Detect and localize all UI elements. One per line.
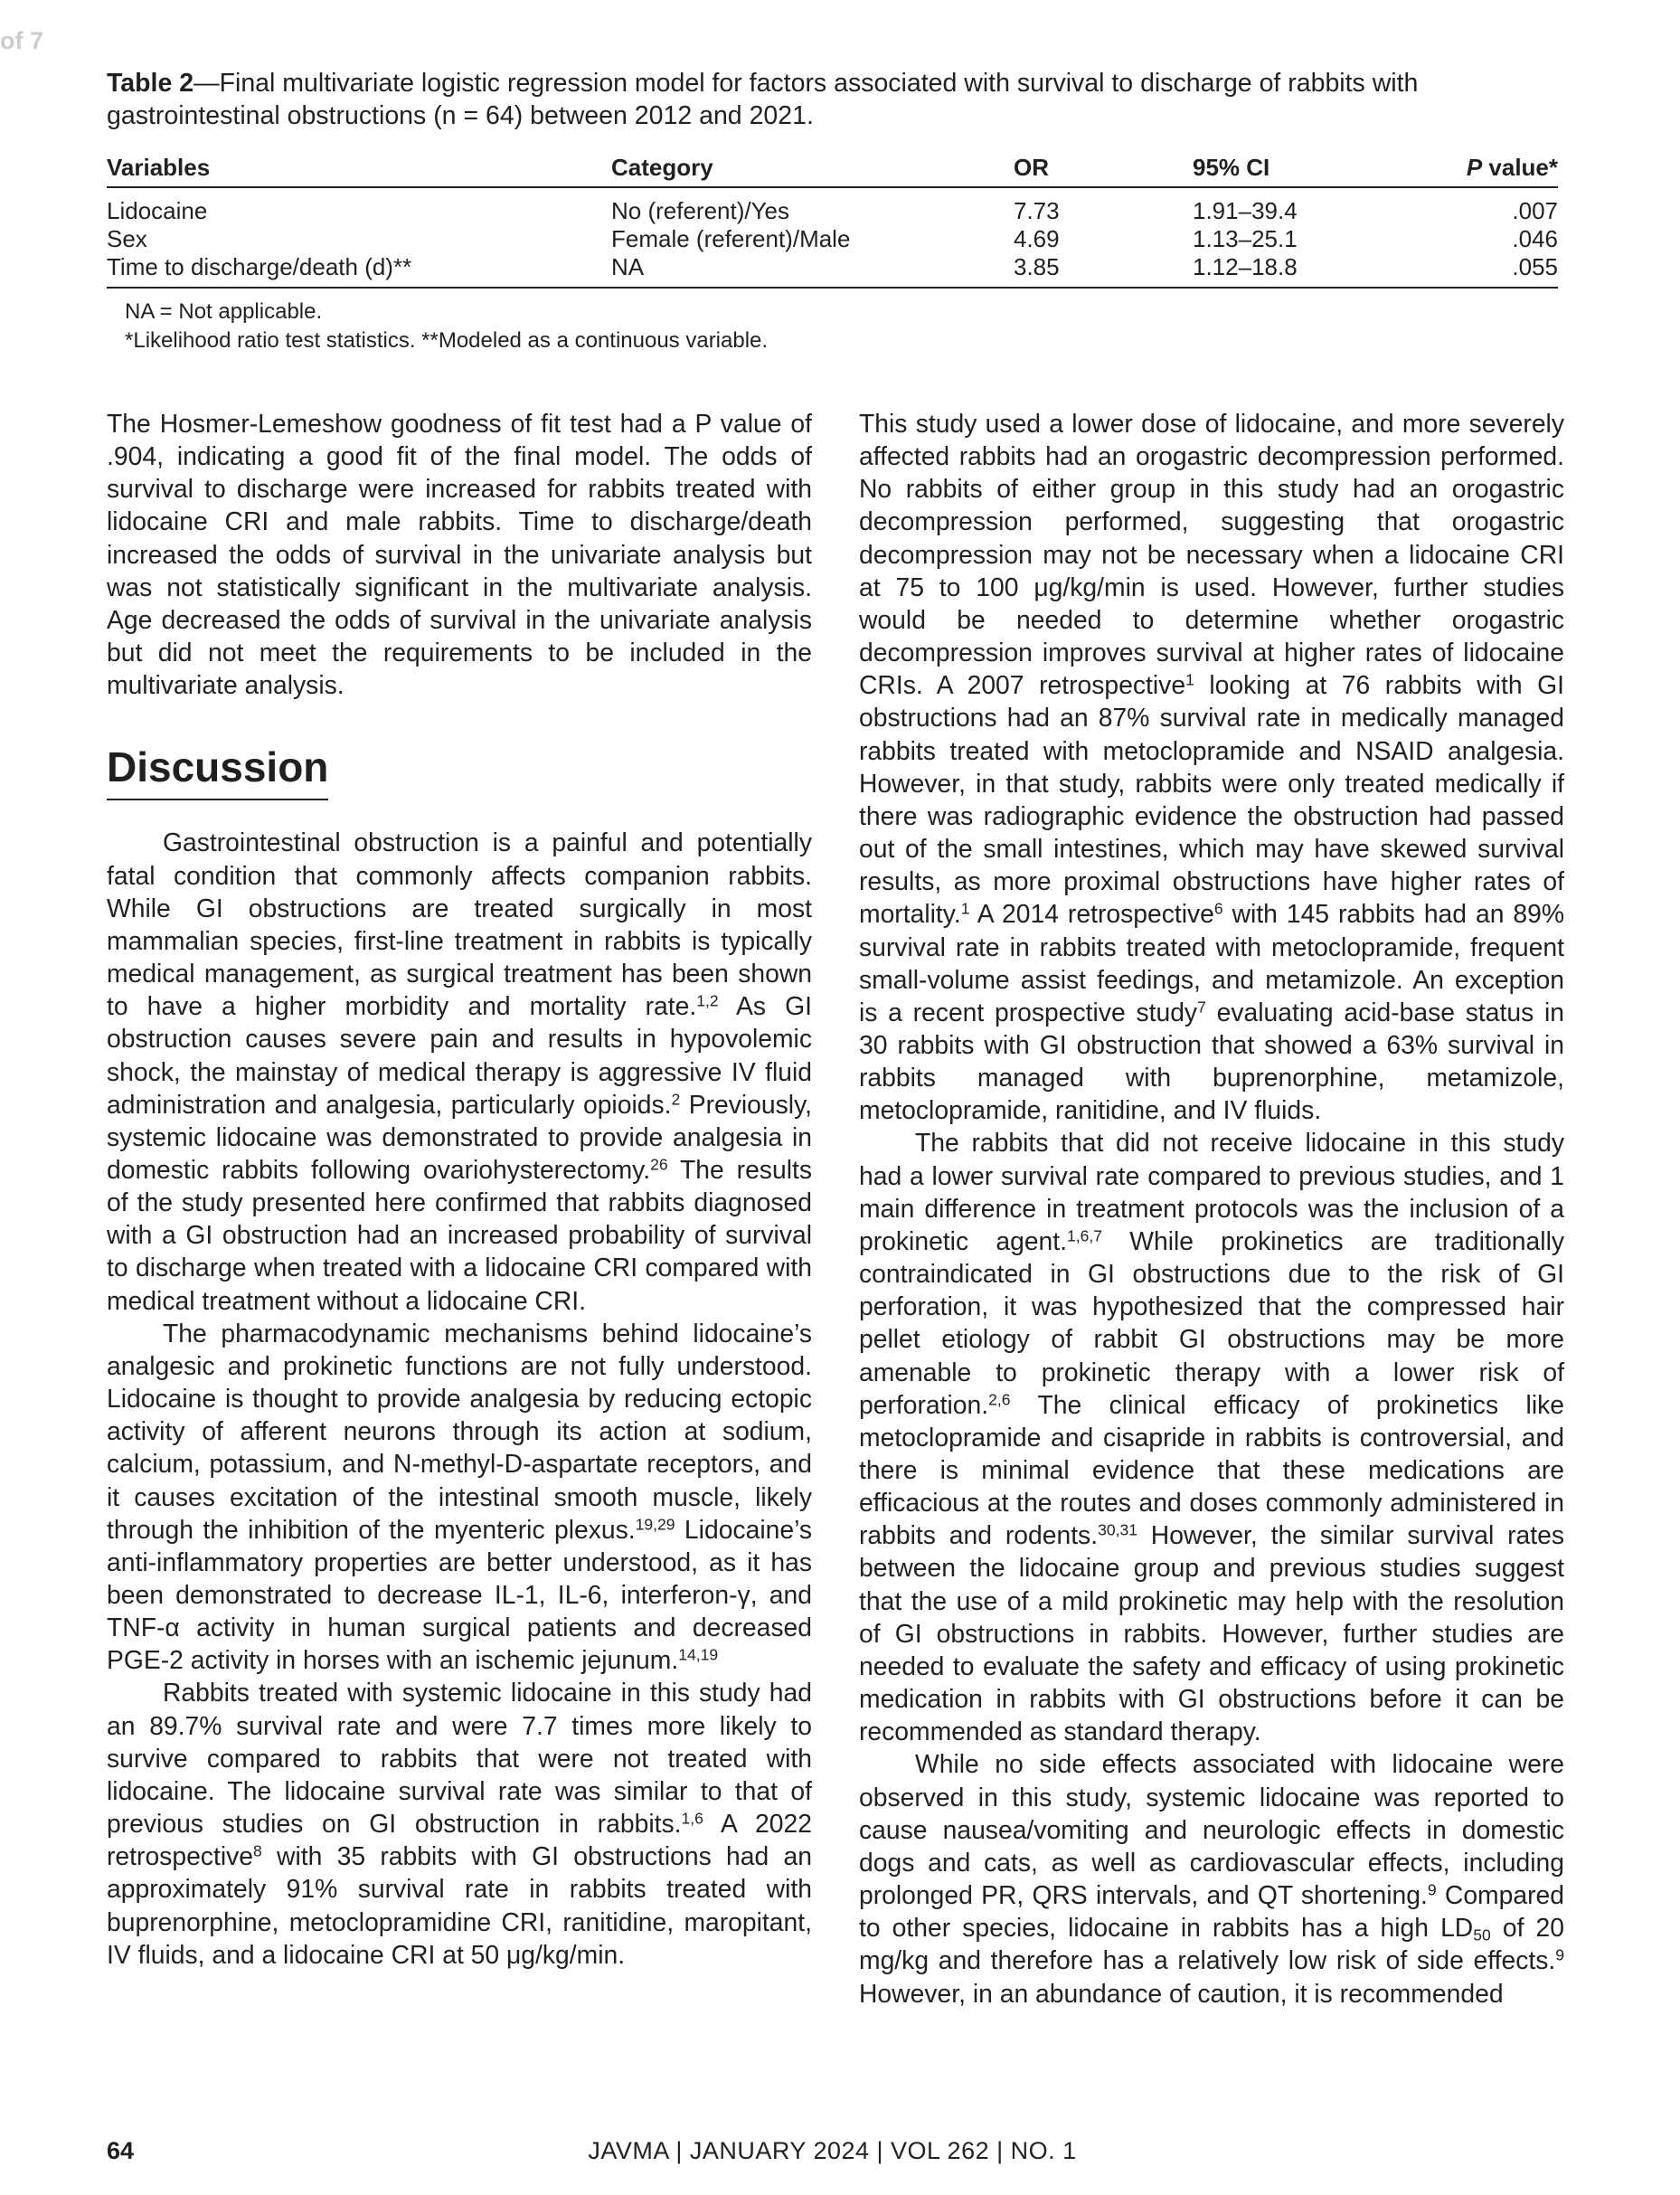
citation-ref: 1,6,7 (1067, 1226, 1103, 1245)
cell-ci: 1.13–25.1 (1193, 225, 1298, 252)
cell-variable: Lidocaine (107, 197, 208, 224)
cell-or: 4.69 (1014, 225, 1060, 252)
header-ci: 95% CI (1193, 148, 1410, 187)
cell-variable: Sex (107, 225, 147, 252)
cell-category: Female (referent)/Male (611, 225, 851, 252)
body-paragraph: This study used a lower dose of lidocaine, and more severely affected rabbits had an orogastric decompression performed. No rabbits of either group in this study had an orogastric decompression performed, suggesting that orogastric decompression may not be necessary when a lidocaine CRI at 75 to 100 μg/kg/min is used. However, further studies would be needed to determine whether orogastric decompression improves survival at higher rates of lidocaine CRIs. A 2007 retrospective$^1$ looking at 76 rabbits with GI obstructions had an 87% survival rate in medically managed rabbits treated with metoclopramide and NSAID analgesia. However, in that study, rabbits were only treated medically if there was radiographic evidence the obstruction had passed out of the small intestines, which may have skewed survival results, as more proximal obstructions have higher rates of mortality.$^1$ A 2014 retrospective$^6$ with 145 rabbits had an 89% survival rate in rabbits treated with metoclopramide, frequent small-volume assist feedings, and metamizole. An exception is a recent prospective study$^7$ evaluating acid-base status in 30 rabbits with GI obstruction that showed a 63% survival in rabbits managed with buprenorphine, metamizole, metoclopramide, ranitidine, and IV fluids. (859, 409, 1565, 1125)
citation-ref: 14,19 (678, 1645, 719, 1664)
table-caption-text: —Final multivariate logistic regression model for factors associated with survival to discharge of rabbits with gastrointestinal obstructions (n = 64) between 2012 and 2021. (107, 69, 1419, 130)
citation-ref: 1,6 (681, 1809, 703, 1828)
header-variables: Variables (107, 148, 611, 187)
table-notes (107, 298, 1558, 355)
subscript: 50 (1473, 1925, 1491, 1944)
table-caption (107, 67, 1558, 132)
citation-ref: 2,6 (988, 1390, 1011, 1409)
results-paragraph: The Hosmer-Lemeshow goodness of fit test had a P value of .904, indicating a good fit of the final model. The odds of survival to discharge were increased for rabbits treated with lidocaine CRI and male rabbits. Time to discharge/death increased the odds of survival in the univariate analysis but was not statistically significant in the multivariate analysis. Age decreased the odds of survival in the univariate analysis but did not meet the requirements to be included in the multivariate analysis. (107, 409, 812, 700)
table-caption-label: Table 2 (107, 69, 194, 98)
citation-ref: 6 (1213, 899, 1223, 918)
table-header-row (107, 148, 1558, 187)
discussion-heading: Discussion (107, 743, 328, 800)
cell-category: NA (611, 253, 1014, 288)
citation-ref: 8 (253, 1841, 262, 1860)
body-paragraph: Rabbits treated with systemic lidocaine in this study had an 89.7% survival rate and were 7.7 times more likely to survive compared to rabbits that were not treated with lidocaine. The lidocaine survival rate was similar to that of previous studies on GI obstruction in rabbits.$^{1,6}$ A 2022 retrospective$^8$ with 35 rabbits with GI obstructions had an approximately 91% survival rate in rabbits treated with buprenorphine, metoclopramidine CRI, ranitidine, maropitant, IV fluids, and a lidocaine CRI at 50 μg/kg/min. (107, 1678, 812, 1969)
citation-ref: 19,29 (635, 1515, 675, 1534)
cell-variable: Time to discharge/death (d)** (107, 253, 611, 288)
left-column (107, 407, 812, 1971)
citation-ref: 1,2 (696, 991, 719, 1010)
citation-ref: 9 (1555, 1945, 1564, 1964)
citation-ref: 7 (1197, 998, 1206, 1017)
header-p-value: P value* (1410, 148, 1558, 187)
header-category: Category (611, 148, 1014, 187)
table-row (107, 187, 1558, 225)
citation-ref: 1 (960, 899, 970, 918)
page-count-tab: of 7 (0, 27, 44, 54)
right-column (859, 407, 1564, 2010)
table-note: *Likelihood ratio test statistics. **Modeled as a continuous variable. (125, 328, 769, 353)
table-note: NA = Not applicable. (125, 299, 323, 324)
cell-or: 3.85 (1014, 253, 1193, 288)
citation-ref: 1 (1185, 670, 1194, 689)
cell-ci: 1.12–18.8 (1193, 253, 1410, 288)
citation-ref: 30,31 (1098, 1520, 1137, 1539)
cell-ci: 1.91–39.4 (1193, 197, 1298, 224)
regression-table (107, 148, 1558, 289)
citation-ref: 26 (650, 1155, 668, 1174)
citation-ref: 2 (671, 1090, 681, 1109)
table-2-block (107, 67, 1558, 355)
journal-line: JAVMA | JANUARY 2024 | VOL 262 | NO. 1 (588, 2137, 1077, 2164)
cell-p-value: .055 (1410, 253, 1558, 288)
citation-ref: 9 (1427, 1880, 1437, 1899)
cell-p-value: .046 (1512, 225, 1558, 252)
table-row (107, 225, 1558, 253)
header-or: OR (1014, 148, 1193, 187)
body-paragraph: The rabbits that did not receive lidocaine in this study had a lower survival rate compared to previous studies, and 1 main difference in treatment protocols was the inclusion of a prokinetic agent.$^{1,6,7}$ While prokinetics are traditionally contraindicated in GI obstructions due to the risk of GI perforation, it was hypothesized that the compressed hair pellet etiology of rabbit GI obstructions may be more amenable to prokinetic therapy with a lower risk of perforation.$^{2,6}$ The clinical efficacy of prokinetics like metoclopramide and cisapride in rabbits is controversial, and there is minimal evidence that these medications are efficacious at the routes and doses commonly administered in rabbits and rodents.$^{30,31}$ However, the similar survival rates between the lidocaine group and previous studies suggest that the use of a mild prokinetic may help with the resolution of GI obstructions in rabbits. However, further studies are needed to evaluate the safety and efficacy of using prokinetic medication in rabbits with GI obstructions before it can be recommended as standard therapy. (859, 1128, 1564, 1746)
body-paragraph: The pharmacodynamic mechanisms behind lidocaine’s analgesic and prokinetic functions are not fully understood. Lidocaine is thought to provide analgesia by reducing ectopic activity of afferent neurons through its action at sodium, calcium, potassium, and N-methyl-D-aspartate receptors, and it causes excitation of the intestinal smooth muscle, likely through the inhibition of the myenteric plexus.$^{19,29}$ Lidocaine’s anti-inflammatory properties are better understood, as it has been demonstrated to decrease IL-1, IL-6, interferon-γ, and TNF-α activity in human surgical patients and decreased PGE-2 activity in horses with an ischemic jejunum.$^{14,19}$ (107, 1318, 813, 1675)
cell-category: No (referent)/Yes (611, 197, 790, 224)
page-number: 64 (107, 2137, 135, 2164)
body-paragraph: While no side effects associated with lidocaine were observed in this study, systemic lidocaine was reported to cause nausea/vomiting and neurologic effects in domestic dogs and cats, as well as cardiovascular effects, including prolonged PR, QRS intervals, and QT shortening.$^9$ Compared to other species, lidocaine in rabbits has a high $LD_{50}$ of 20 mg/kg and therefore has a relatively low risk of side effects.$^9$ However, in an abundance of caution, it is recommended (859, 1749, 1565, 2008)
cell-p-value: .007 (1512, 197, 1558, 224)
table-row (107, 253, 1558, 288)
cell-or: 7.73 (1014, 197, 1060, 224)
body-paragraph: Gastrointestinal obstruction is a painful and potentially fatal condition that commonly affects companion rabbits. While GI obstructions are treated surgically in most mammalian species, first-line treatment in rabbits is typically medical management, as surgical treatment has been shown to have a higher morbidity and mortality rate.$^{1,2}$ As GI obstruction causes severe pain and results in hypovolemic shock, the mainstay of medical therapy is aggressive IV fluid administration and analgesia, particularly opioids.$^2$ Previously, systemic lidocaine was demonstrated to provide analgesia in domestic rabbits following ovariohysterectomy.$^{26}$ The results of the study presented here confirmed that rabbits diagnosed with a GI obstruction had an increased probability of survival to discharge when treated with a lidocaine CRI compared with medical treatment without a lidocaine CRI. (107, 828, 812, 1315)
